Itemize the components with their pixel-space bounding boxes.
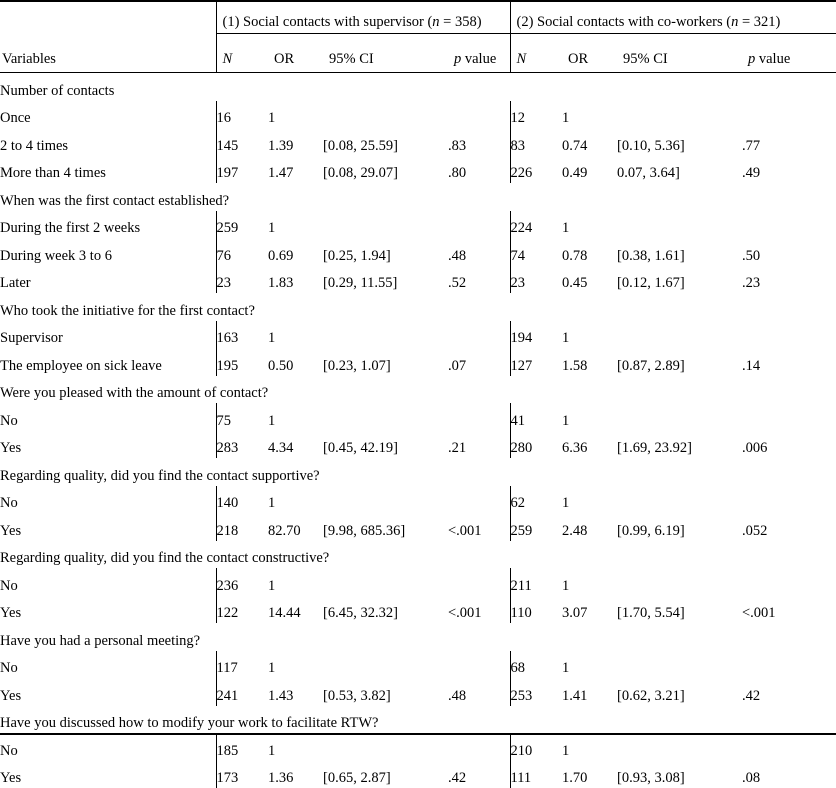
cell-or-1: 1 [268, 568, 323, 596]
table-section-row [0, 623, 836, 651]
cell-n-2: 12 [510, 101, 562, 129]
cell-or-1: 0.69 [268, 238, 323, 266]
row-label: No [0, 568, 216, 596]
row-label: Yes [0, 678, 216, 706]
row-label: No [0, 486, 216, 514]
row-label: The employee on sick leave [0, 348, 216, 376]
group-header-coworkers: (2) Social contacts with co-workers (n = 321) [510, 2, 836, 34]
cell-p-1: .48 [448, 238, 510, 266]
cell-or-1: 1 [268, 486, 323, 514]
cell-p-1 [448, 211, 510, 239]
cell-p-2 [742, 486, 836, 514]
row-label: Once [0, 101, 216, 129]
cell-p-2 [742, 101, 836, 129]
cell-or-2: 1 [562, 321, 617, 349]
cell-or-2: 0.49 [562, 156, 617, 184]
section-label: Have you had a personal meeting? [0, 623, 836, 651]
cell-p-2: .42 [742, 678, 836, 706]
table-row [0, 651, 836, 679]
cell-or-2: 0.78 [562, 238, 617, 266]
cell-n-2: 210 [510, 733, 562, 761]
cell-or-1: 0.50 [268, 348, 323, 376]
table-row [0, 211, 836, 239]
cell-ci-2 [617, 403, 742, 431]
cell-ci-1 [323, 486, 448, 514]
cell-n-2: 23 [510, 266, 562, 294]
cell-ci-2 [617, 211, 742, 239]
cell-ci-1: [6.45, 32.32] [323, 596, 448, 624]
row-label: No [0, 733, 216, 761]
header-n-2 [510, 34, 562, 73]
cell-p-2: <.001 [742, 596, 836, 624]
cell-ci-2 [617, 651, 742, 679]
row-label: 2 to 4 times [0, 128, 216, 156]
cell-or-2: 1.70 [562, 761, 617, 788]
table-body [0, 2, 836, 788]
cell-n-1: 16 [216, 101, 268, 129]
cell-or-1: 1.36 [268, 761, 323, 788]
table-section-row [0, 541, 836, 569]
cell-ci-2: [1.70, 5.54] [617, 596, 742, 624]
cell-ci-2 [617, 733, 742, 761]
group-header-row [0, 2, 836, 34]
cell-p-1 [448, 486, 510, 514]
header-n-1-label: N [223, 51, 233, 67]
cell-p-2 [742, 321, 836, 349]
row-label: Yes [0, 513, 216, 541]
table-row [0, 101, 836, 129]
cell-n-1: 241 [216, 678, 268, 706]
cell-n-2: 280 [510, 431, 562, 459]
cell-ci-1: [0.53, 3.82] [323, 678, 448, 706]
table-row [0, 348, 836, 376]
section-label: Number of contacts [0, 73, 836, 101]
cell-p-1 [448, 403, 510, 431]
header-p-1 [448, 34, 510, 73]
cell-p-1: <.001 [448, 513, 510, 541]
table-row [0, 733, 836, 761]
cell-n-2: 194 [510, 321, 562, 349]
cell-or-1: 1 [268, 321, 323, 349]
cell-n-2: 110 [510, 596, 562, 624]
row-label: Yes [0, 596, 216, 624]
cell-p-1: .42 [448, 761, 510, 788]
table-row [0, 128, 836, 156]
cell-ci-2: [0.62, 3.21] [617, 678, 742, 706]
table-row [0, 321, 836, 349]
cell-ci-1 [323, 211, 448, 239]
cell-ci-2: [0.93, 3.08] [617, 761, 742, 788]
cell-p-2 [742, 403, 836, 431]
cell-p-2 [742, 733, 836, 761]
cell-ci-2 [617, 101, 742, 129]
row-label: No [0, 651, 216, 679]
cell-p-1: .52 [448, 266, 510, 294]
cell-ci-2: [0.12, 1.67] [617, 266, 742, 294]
cell-ci-1 [323, 403, 448, 431]
cell-p-1 [448, 651, 510, 679]
cell-n-1: 75 [216, 403, 268, 431]
cell-ci-2: [0.87, 2.89] [617, 348, 742, 376]
cell-ci-2: 0.07, 3.64] [617, 156, 742, 184]
cell-n-2: 259 [510, 513, 562, 541]
column-header-row [0, 34, 836, 73]
cell-ci-1: [0.25, 1.94] [323, 238, 448, 266]
section-label: Have you discussed how to modify your work to facilitate RTW? [0, 706, 836, 734]
cell-or-1: 1.43 [268, 678, 323, 706]
section-label: Were you pleased with the amount of contact? [0, 376, 836, 404]
cell-or-2: 1 [562, 651, 617, 679]
cell-n-1: 259 [216, 211, 268, 239]
header-n-1 [216, 34, 268, 73]
cell-p-2: .052 [742, 513, 836, 541]
table-section-row [0, 293, 836, 321]
cell-or-1: 82.70 [268, 513, 323, 541]
cell-or-2: 1 [562, 486, 617, 514]
cell-or-2: 1 [562, 568, 617, 596]
cell-or-1: 1.47 [268, 156, 323, 184]
cell-p-2: .14 [742, 348, 836, 376]
cell-or-2: 0.74 [562, 128, 617, 156]
cell-or-1: 1 [268, 101, 323, 129]
cell-n-1: 218 [216, 513, 268, 541]
cell-or-2: 1 [562, 101, 617, 129]
cell-p-1 [448, 101, 510, 129]
table-row [0, 596, 836, 624]
cell-or-1: 1 [268, 403, 323, 431]
cell-ci-1 [323, 568, 448, 596]
cell-p-1: .21 [448, 431, 510, 459]
row-label: Yes [0, 761, 216, 788]
cell-or-2: 0.45 [562, 266, 617, 294]
row-label: Supervisor [0, 321, 216, 349]
table-section-row [0, 458, 836, 486]
table-section-row [0, 183, 836, 211]
table-section-row [0, 73, 836, 101]
table-row [0, 486, 836, 514]
table-section-row [0, 376, 836, 404]
cell-ci-1 [323, 321, 448, 349]
cell-n-1: 23 [216, 266, 268, 294]
cell-n-1: 195 [216, 348, 268, 376]
row-label: Later [0, 266, 216, 294]
cell-p-2: .77 [742, 128, 836, 156]
cell-ci-2: [1.69, 23.92] [617, 431, 742, 459]
cell-or-1: 1.39 [268, 128, 323, 156]
cell-ci-2 [617, 568, 742, 596]
group-header-n-italic: n [432, 14, 439, 30]
group-header-n-italic: n [731, 14, 738, 30]
cell-p-1: .80 [448, 156, 510, 184]
table-row [0, 266, 836, 294]
cell-or-2: 1 [562, 211, 617, 239]
cell-ci-2 [617, 486, 742, 514]
cell-ci-2: [0.38, 1.61] [617, 238, 742, 266]
table-section-row [0, 706, 836, 734]
cell-or-1: 1 [268, 733, 323, 761]
cell-n-1: 140 [216, 486, 268, 514]
cell-ci-2: [0.99, 6.19] [617, 513, 742, 541]
cell-n-1: 236 [216, 568, 268, 596]
header-ci-2: 95% CI [617, 34, 742, 73]
cell-n-2: 226 [510, 156, 562, 184]
cell-ci-1: [0.08, 25.59] [323, 128, 448, 156]
cell-n-2: 68 [510, 651, 562, 679]
row-label: More than 4 times [0, 156, 216, 184]
cell-p-2: .08 [742, 761, 836, 788]
row-label: No [0, 403, 216, 431]
cell-p-1: <.001 [448, 596, 510, 624]
cell-or-2: 2.48 [562, 513, 617, 541]
cell-ci-1: [0.23, 1.07] [323, 348, 448, 376]
cell-ci-1 [323, 101, 448, 129]
cell-ci-1 [323, 733, 448, 761]
table-row [0, 568, 836, 596]
cell-p-2 [742, 651, 836, 679]
cell-ci-2: [0.10, 5.36] [617, 128, 742, 156]
cell-or-2: 1 [562, 403, 617, 431]
cell-n-1: 76 [216, 238, 268, 266]
section-label: Regarding quality, did you find the contact supportive? [0, 458, 836, 486]
header-or-2: OR [562, 34, 617, 73]
table-row [0, 156, 836, 184]
cell-or-1: 1 [268, 651, 323, 679]
cell-n-2: 41 [510, 403, 562, 431]
cell-or-2: 1.58 [562, 348, 617, 376]
section-label: Regarding quality, did you find the contact constructive? [0, 541, 836, 569]
cell-or-2: 3.07 [562, 596, 617, 624]
cell-n-2: 83 [510, 128, 562, 156]
cell-p-2: .50 [742, 238, 836, 266]
cell-p-1: .48 [448, 678, 510, 706]
header-n-2-label: N [517, 51, 527, 67]
cell-n-2: 111 [510, 761, 562, 788]
table-row [0, 513, 836, 541]
cell-p-1 [448, 321, 510, 349]
cell-p-2: .49 [742, 156, 836, 184]
cell-p-1 [448, 733, 510, 761]
row-label: During week 3 to 6 [0, 238, 216, 266]
regression-results-table [0, 2, 836, 788]
cell-p-2 [742, 211, 836, 239]
cell-p-1 [448, 568, 510, 596]
cell-n-1: 122 [216, 596, 268, 624]
cell-ci-1 [323, 651, 448, 679]
cell-p-2: .006 [742, 431, 836, 459]
cell-ci-1: [0.08, 29.07] [323, 156, 448, 184]
cell-n-2: 127 [510, 348, 562, 376]
table-row [0, 761, 836, 788]
table-row [0, 678, 836, 706]
cell-n-2: 224 [510, 211, 562, 239]
cell-n-1: 197 [216, 156, 268, 184]
cell-p-2: .23 [742, 266, 836, 294]
cell-or-1: 1 [268, 211, 323, 239]
row-label: During the first 2 weeks [0, 211, 216, 239]
cell-ci-1: [0.29, 11.55] [323, 266, 448, 294]
cell-n-1: 283 [216, 431, 268, 459]
table-row [0, 403, 836, 431]
cell-p-2 [742, 568, 836, 596]
table-row [0, 238, 836, 266]
header-variables: Variables [0, 34, 216, 73]
cell-or-1: 14.44 [268, 596, 323, 624]
cell-n-1: 163 [216, 321, 268, 349]
cell-ci-2 [617, 321, 742, 349]
header-or-1: OR [268, 34, 323, 73]
cell-ci-1: [9.98, 685.36] [323, 513, 448, 541]
cell-n-2: 74 [510, 238, 562, 266]
header-p-1-italic: p [454, 51, 461, 67]
cell-or-2: 1.41 [562, 678, 617, 706]
table-row [0, 431, 836, 459]
cell-p-1: .07 [448, 348, 510, 376]
row-label: Yes [0, 431, 216, 459]
header-p-2 [742, 34, 836, 73]
cell-n-1: 145 [216, 128, 268, 156]
cell-ci-1: [0.45, 42.19] [323, 431, 448, 459]
group-header-supervisor: (1) Social contacts with supervisor (n = 358) [216, 2, 510, 34]
cell-or-1: 1.83 [268, 266, 323, 294]
cell-ci-1: [0.65, 2.87] [323, 761, 448, 788]
header-ci-1: 95% CI [323, 34, 448, 73]
cell-n-1: 117 [216, 651, 268, 679]
cell-n-1: 173 [216, 761, 268, 788]
header-p-2-italic: p [748, 51, 755, 67]
cell-n-2: 211 [510, 568, 562, 596]
cell-or-1: 4.34 [268, 431, 323, 459]
header-p-1-rest: value [461, 51, 496, 67]
cell-n-2: 62 [510, 486, 562, 514]
header-p-2-rest: value [755, 51, 790, 67]
group-header-spacer [0, 2, 216, 34]
cell-n-2: 253 [510, 678, 562, 706]
cell-or-2: 6.36 [562, 431, 617, 459]
section-label: When was the first contact established? [0, 183, 836, 211]
section-label: Who took the initiative for the first contact? [0, 293, 836, 321]
cell-or-2: 1 [562, 733, 617, 761]
cell-n-1: 185 [216, 733, 268, 761]
cell-p-1: .83 [448, 128, 510, 156]
